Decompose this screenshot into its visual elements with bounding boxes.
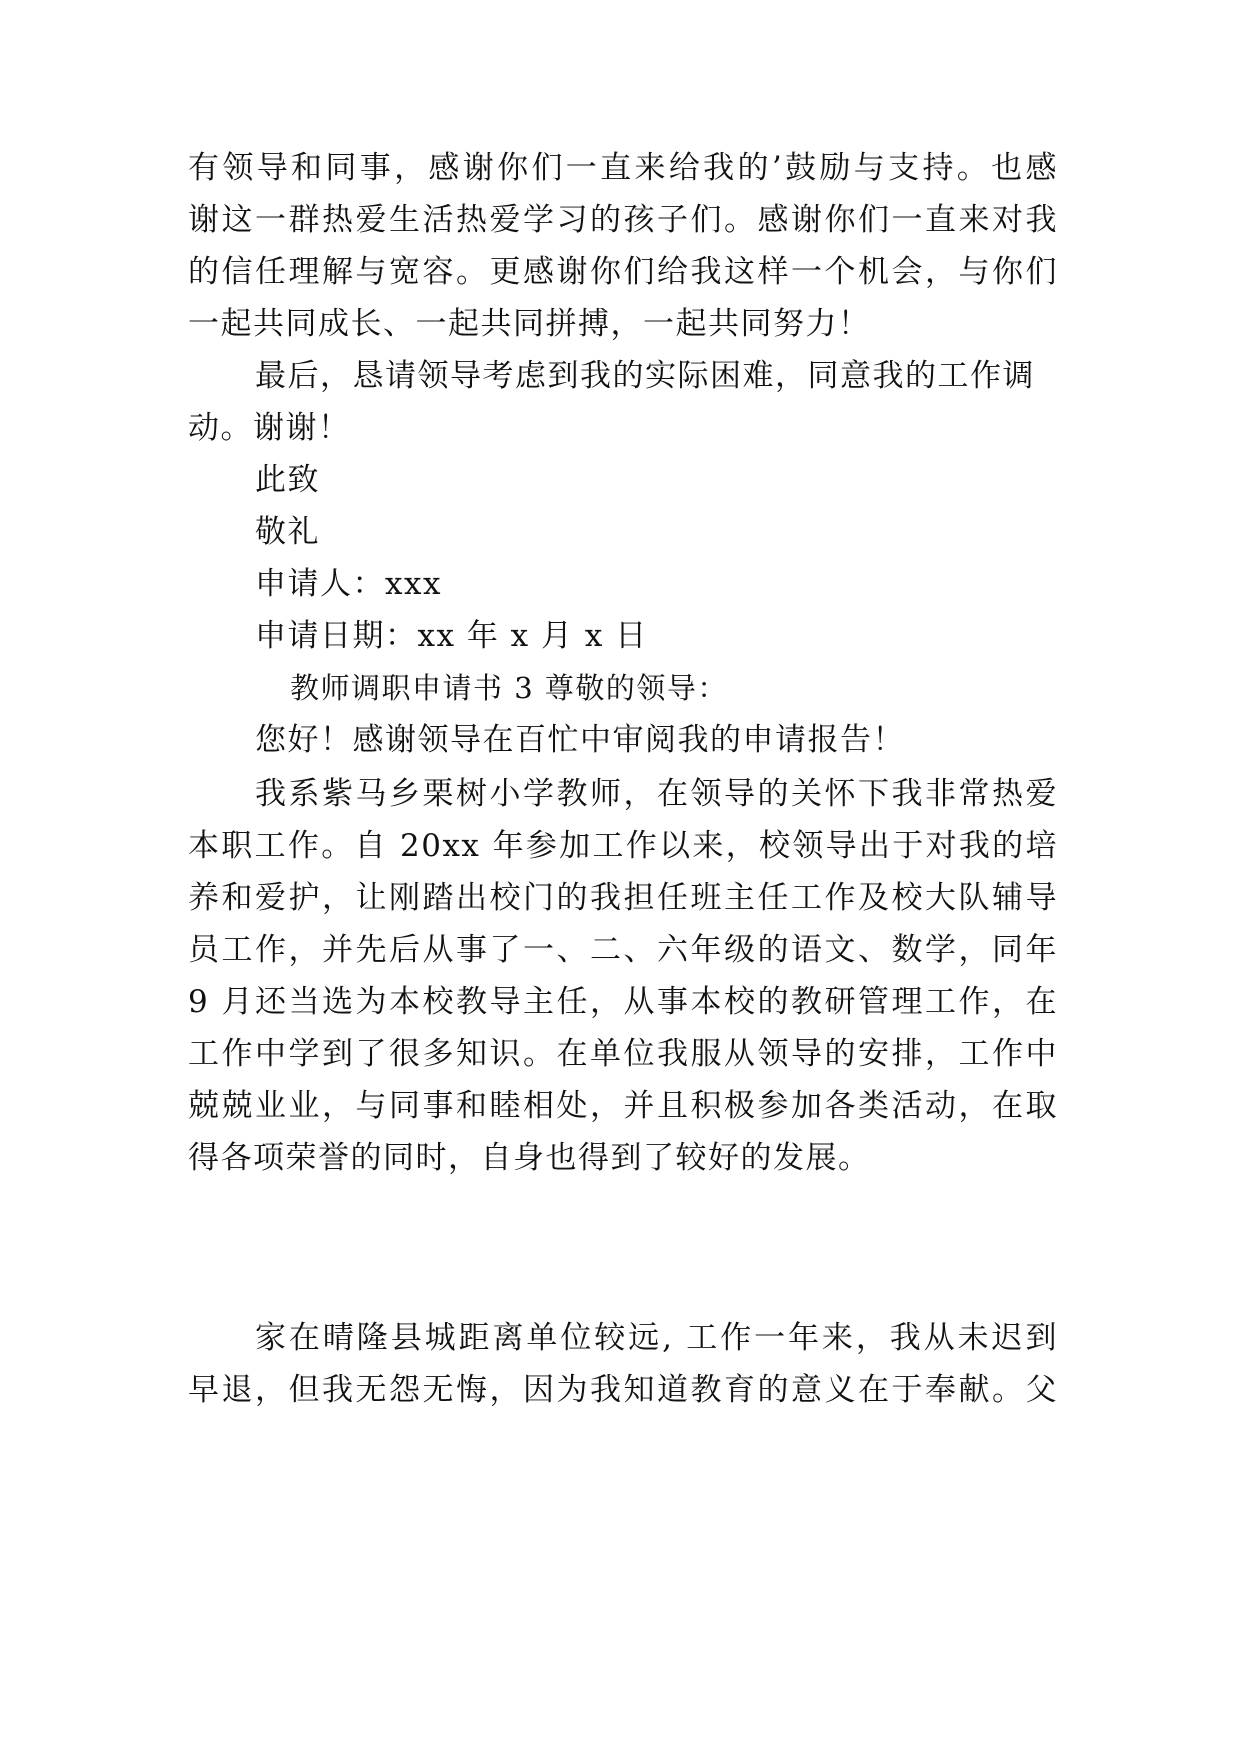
paragraph-line: 谢这一群热爱生活热爱学习的孩子们。感谢你们一直来对我: [188, 202, 1058, 238]
paragraph-line: 我系紫马乡栗树小学教师，在领导的关怀下我非常热爱: [255, 776, 1058, 812]
application-date: 申请日期：xx 年 x 月 x 日: [255, 618, 648, 654]
paragraph-line: 得各项荣誉的同时，自身也得到了较好的发展。: [188, 1140, 871, 1176]
paragraph-line: 有领导和同事，感谢你们一直来给我的’鼓励与支持。也感: [188, 150, 1058, 186]
paragraph-line: 本职工作。自 20xx 年参加工作以来，校领导出于对我的培: [188, 828, 1058, 864]
salutation: 敬礼: [255, 514, 320, 550]
paragraph-line: 家在晴隆县城距离单位较远, 工作一年来，我从未迟到: [255, 1320, 1058, 1356]
paragraph-line: 动。谢谢！: [188, 410, 351, 446]
paragraph-line: 早退，但我无怨无悔，因为我知道教育的意义在于奉献。父: [188, 1372, 1058, 1408]
paragraph-line: 养和爱护，让刚踏出校门的我担任班主任工作及校大队辅导: [188, 880, 1058, 916]
paragraph-line: 最后，恳请领导考虑到我的实际困难，同意我的工作调: [255, 358, 1035, 394]
paragraph-line: 工作中学到了很多知识。在单位我服从领导的安排，工作中: [188, 1036, 1058, 1072]
applicant-name: 申请人：xxx: [255, 566, 442, 602]
paragraph-line: 的信任理解与宽容。更感谢你们给我这样一个机会，与你们: [188, 254, 1058, 290]
paragraph-line: 员工作，并先后从事了一、二、六年级的语文、数学，同年: [188, 932, 1058, 968]
section-title: 教师调职申请书 3 尊敬的领导：: [290, 671, 728, 705]
paragraph-line: 兢兢业业，与同事和睦相处，并且积极参加各类活动，在取: [188, 1088, 1058, 1124]
salutation: 此致: [255, 462, 320, 498]
greeting: 您好！感谢领导在百忙中审阅我的申请报告！: [255, 722, 905, 758]
paragraph-line: 9 月还当选为本校教导主任，从事本校的教研管理工作，在: [188, 984, 1058, 1020]
paragraph-line: 一起共同成长、一起共同拼搏，一起共同努力！: [188, 306, 871, 342]
